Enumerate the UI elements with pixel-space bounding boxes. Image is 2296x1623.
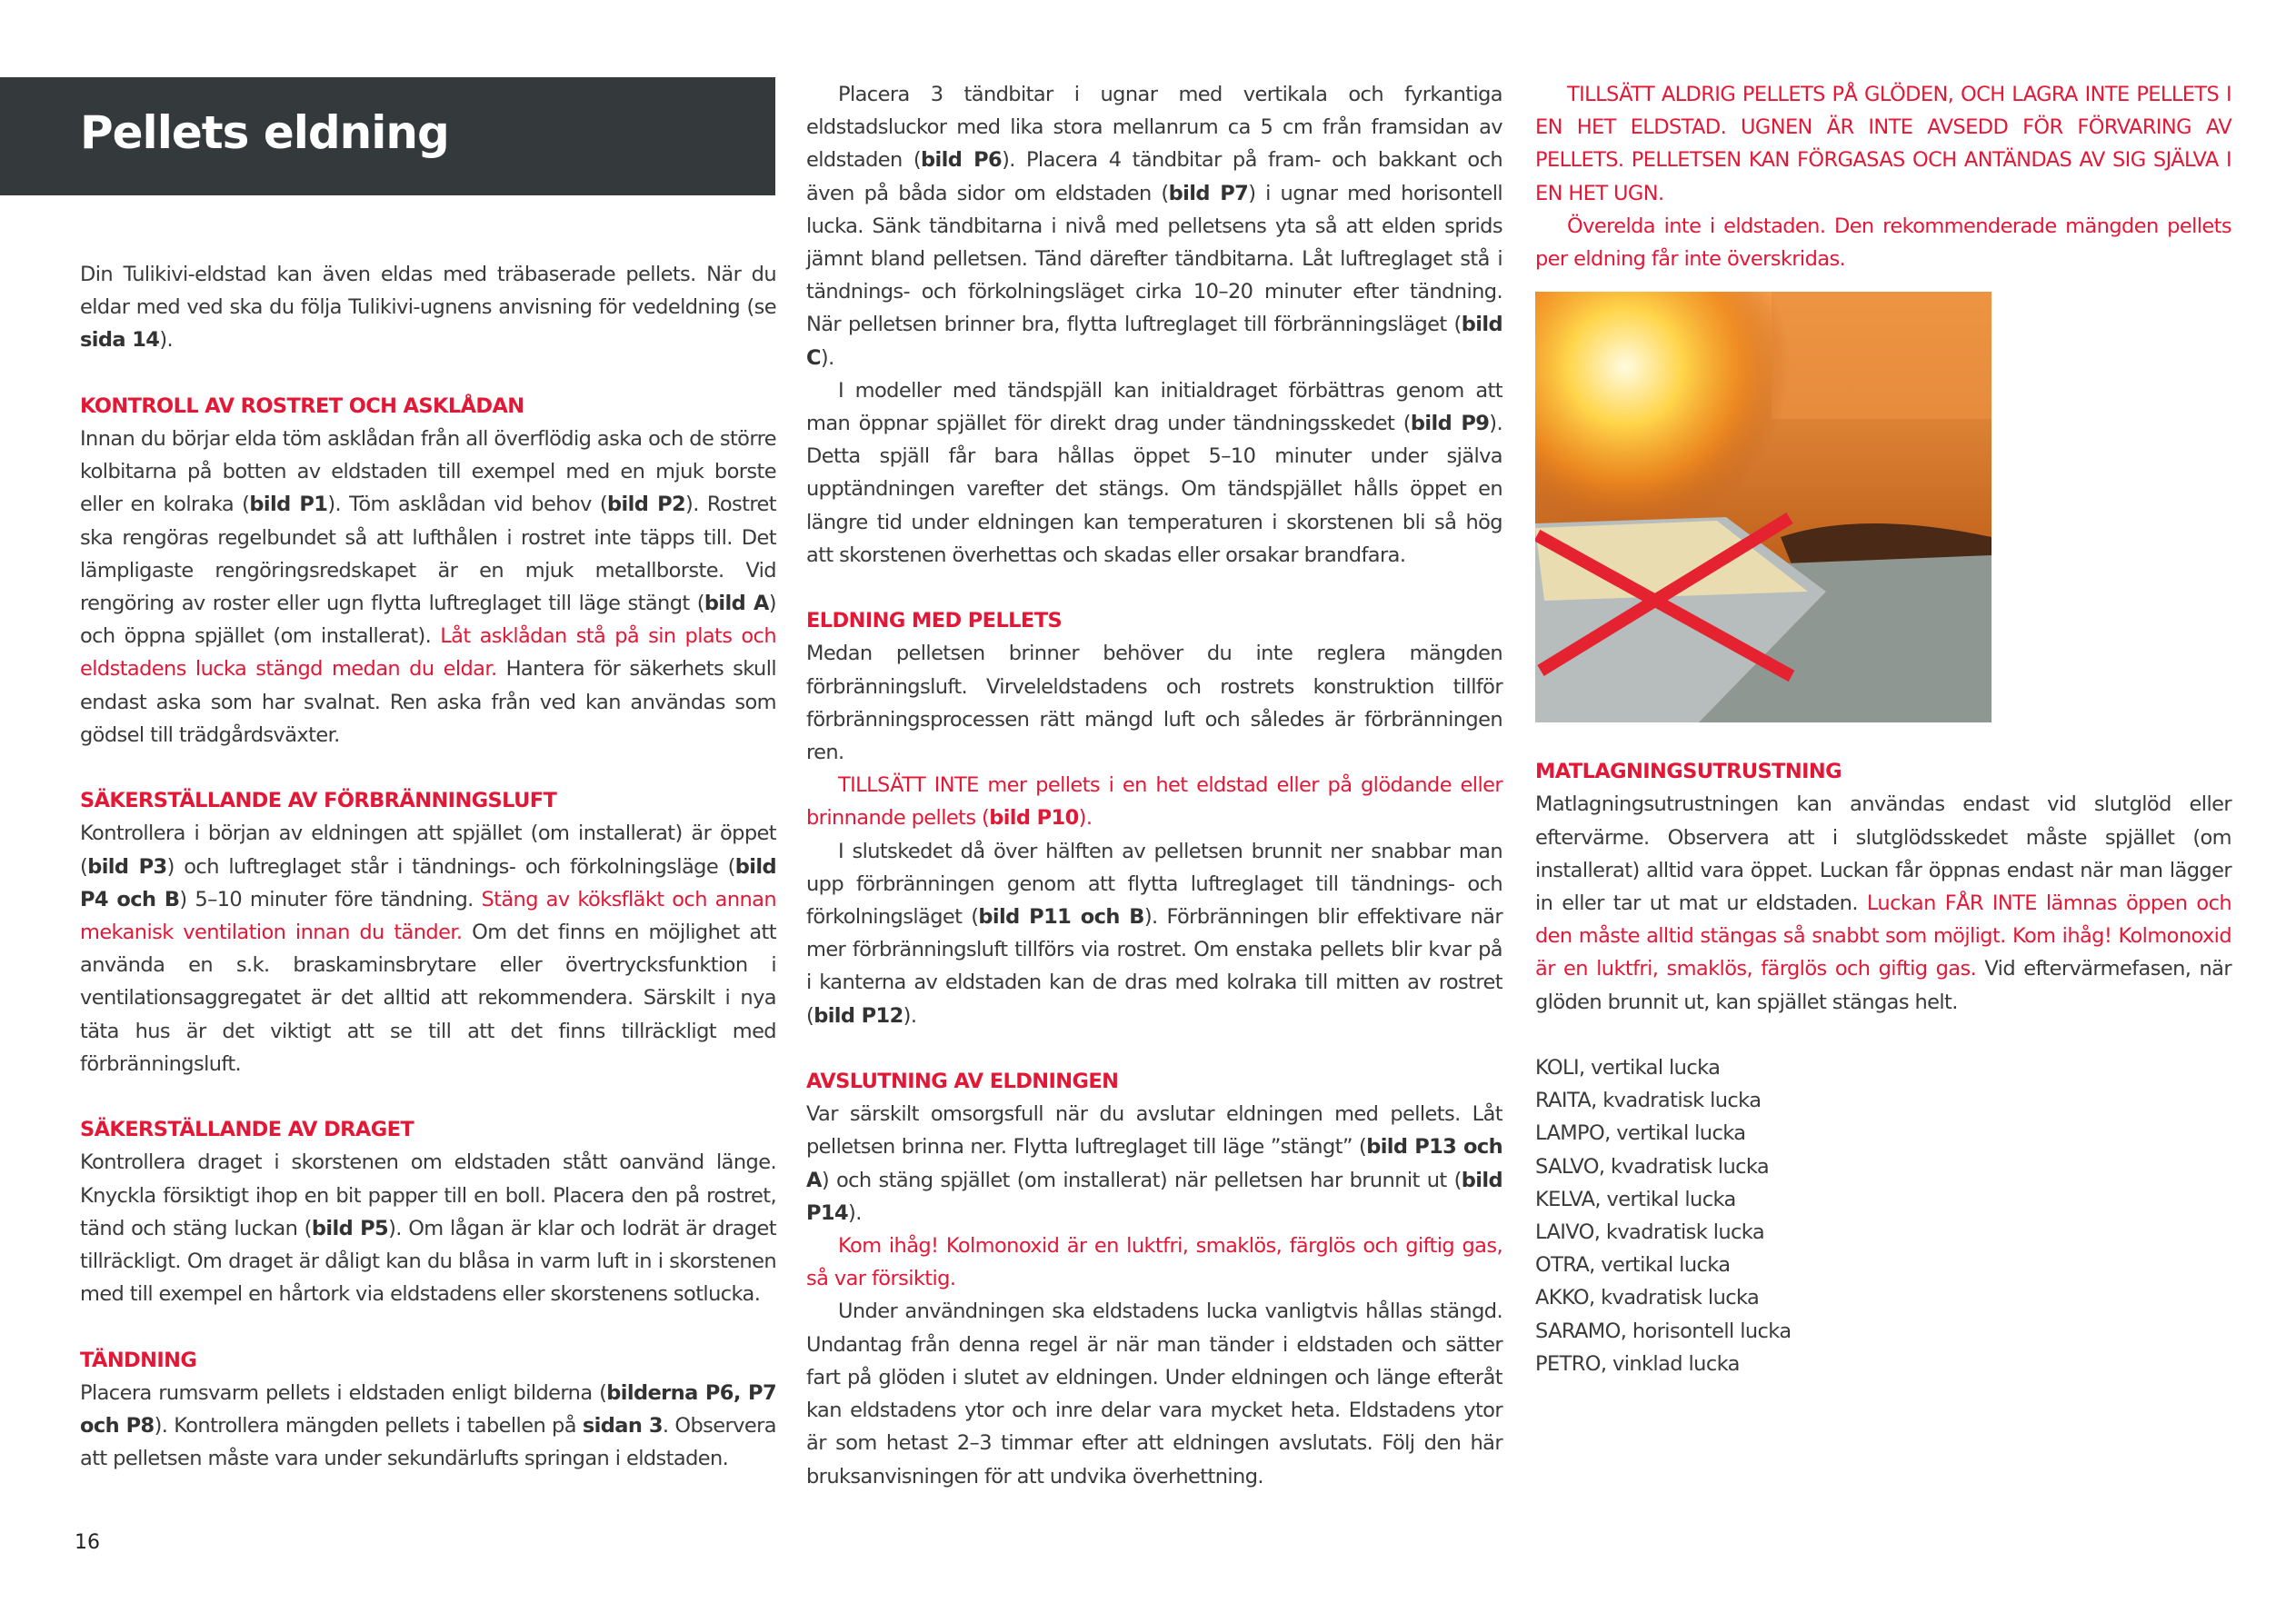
section-text-combustion-air: Kontrollera i början av eldningen att spjället (om installerat) är öppet (bild P3) och luftreglaget står i tändnings- och förkolningsläge (bild P4 och B) 5–10 minuter före tändning. Stäng av köksfläkt och annan mekanisk ventilation innan du tänder. Om det finns en möjlighet att använda en s.k. braskaminsbrytare eller övertrycksfunktion i ventilationsaggregatet är det alltid att rekommendera. Särskilt i nya täta hus är det viktigt att se till att det finns tillräckligt med förbränningsluft. <box>80 821 777 1076</box>
left-column <box>80 258 776 1475</box>
warning-text: Kom ihåg! Kolmonoxid är en luktfri, smaklös, färglös och giftig gas, så var försiktig. <box>806 1234 1502 1291</box>
section-text-ignition: Placera rumsvarm pellets i eldstaden enligt bilderna (bilderna P6, P7 och P8). Kontrollera mängden pellets i tabellen på sidan 3. Observera att pelletsen måste vara under sekundärlufts springan i eldstaden. <box>80 1380 776 1471</box>
list-item: LAMPO, vertikal lucka <box>1535 1121 1746 1146</box>
title-bar <box>0 77 775 195</box>
middle-column <box>806 78 1502 1493</box>
list-item: KOLI, vertikal lucka <box>1535 1056 1721 1080</box>
section-text-burning-pellets: Medan pelletsen brinner behöver du inte reglera mängden förbränningsluft. Virveleldstadens och rostrets konstruktion tillför förbränningsprocessen rätt mängd luft och således är förbränningen ren. <box>806 642 1502 765</box>
list-item: SARAMO, horisontell lucka <box>1535 1319 1792 1343</box>
list-item: KELVA, vertikal lucka <box>1535 1187 1736 1211</box>
section-text-ending-firing: Var särskilt omsorgsfull när du avslutar eldningen med pellets. Låt pelletsen brinna ner. Flytta luftreglaget till läge ”stängt” (bild P13 och A) och stäng spjället (om installerat) när pelletsen har brunnit ut (bild P14). <box>806 1102 1502 1225</box>
warning-uppercase: TILLSÄTT ALDRIG PELLETS PÅ GLÖDEN, OCH LAGRA INTE PELLETS I EN HET ELDSTAD. UGNEN ÄR INTE AVSEDD FÖR FÖRVARING AV PELLETS. PELLETSEN KAN FÖRGASAS OCH ANTÄNDAS AV SIG SJÄLVA I EN HET UGN. <box>1535 83 2231 205</box>
model-list <box>1535 1051 2231 1380</box>
paragraph-final-stage: I slutskedet då över hälften av pelletsen brunnit ner snabbar man upp förbränningen genom att flytta luftreglaget till tändnings- och förkolningsläget (bild P11 och B). Förbränningen blir effektivare när mer förbränningsluft tillförs via rostret. Om enstaka pellets blir kvar på i kanterna av eldstaden kan de dras med kolraka till mitten av rostret (bild P12). <box>806 839 1502 1028</box>
page-number: 16 <box>75 1531 100 1554</box>
section-heading-draught: SÄKERSTÄLLANDE AV DRAGET <box>80 1118 414 1142</box>
warning-text: Låt asklådan stå på sin plats och eldstadens lucka stängd medan du eldar. <box>80 624 776 682</box>
section-text-draught: Kontrollera draget i skorstenen om eldstaden stått oanvänd länge. Knyckla försiktigt ihop en bit papper till en boll. Placera den på rostret, tänd och stäng luckan (bild P5). Om lågan är klar och lodrät är draget tillräckligt. Om draget är dåligt kan du blåsa in varm luft in i skorstenen med till exempel en hårtork via eldstadens eller skorstenens sotlucka. <box>80 1150 776 1307</box>
list-item: RAITA, kvadratisk lucka <box>1535 1089 1762 1113</box>
section-text-grate-ashpan: Innan du börjar elda töm asklådan från all överflödig aska och de större kolbitarna på botten av eldstaden till exempel med en mjuk borste eller en kolraka (bild P1). Töm asklådan vid behov (bild P2). Rostret ska rengöras regelbundet så att lufthålen i rostret inte täpps till. Det lämpligaste rengöringsredskapet är en mjuk metallborste. Vid rengöring av roster eller ugn flytta luftreglaget till läge stängt (bild A) och öppna spjället (om installerat). Låt asklådan stå på sin plats och eldstadens lucka stängd medan du eldar. Hantera för säkerhets skull endast aska som har svalnat. Ren aska från ved kan användas som gödsel till trädgårdsväxter. <box>80 427 777 747</box>
paragraph-kindling: Placera 3 tändbitar i ugnar med vertikala och fyrkantiga eldstadsluckor med lika stora mellanrum ca 5 cm från framsidan av eldstaden (bild P6). Placera 4 tändbitar på fram- och bakkant och även på båda sidor om eldstaden (bild P7) i ugnar med horisontell lucka. Sänk tändbitarna i nivå med pelletsens yta så att elden sprids jämnt bland pelletsen. Tänd därefter tändbitarna. Låt luftreglaget stå i tändnings- och förkolningsläget cirka 10–20 minuter efter tändning. När pelletsen brinner bra, flytta luftreglaget till förbränningsläget (bild C). <box>806 83 1503 370</box>
section-heading-ending-firing: AVSLUTNING AV ELDNINGEN <box>806 1070 1119 1094</box>
list-item: LAIVO, kvadratisk lucka <box>1535 1220 1765 1245</box>
warning-overfiring: Överelda inte i eldstaden. Den rekommenderade mängden pellets per eldning får inte överskridas. <box>1535 214 2231 272</box>
page-title: Pellets eldning <box>80 106 449 159</box>
warning-text: Stäng av köksfläkt och annan mekanisk ventilation innan du tänder. <box>80 887 776 945</box>
warning-text: Luckan FÅR INTE lämnas öppen och den måste alltid stängas så snabbt som möjligt. Kom ihåg! Kolmonoxid är en luktfri, smaklös, färglös och giftig gas. <box>1535 891 2232 981</box>
list-item: AKKO, kvadratisk lucka <box>1535 1286 1760 1310</box>
paragraph-ignition-damper: I modeller med tändspjäll kan initialdraget förbättras genom att man öppnar spjället för direkt drag under tändningsskedet (bild P9). Detta spjäll får bara hållas öppet 5–10 minuter under själva upptändningen varefter det stängs. Om tändspjället hålls öppet en längre tid under eldningen kan temperaturen i skorstenen bli så hög att skorstenen överhettas och skadas eller orsakar brandfara. <box>806 378 1502 567</box>
photo-illustration <box>1535 292 1992 722</box>
paragraph-door-closed: Under användningen ska eldstadens lucka vanligtvis hållas stängd. Undantag från denna regel är när man tänder i eldstaden och sätter fart på glöden i slutet av eldningen. Under eldningen och länge efteråt kan eldstadens ytor och inre delar vara mycket heta. Eldstadens ytor är som hetast 2–3 timmar efter att eldningen avslutats. Följ den här bruksanvisningen för att undvika överhettning. <box>806 1299 1502 1489</box>
list-item: OTRA, vertikal lucka <box>1535 1253 1731 1278</box>
section-heading-cooking-equipment: MATLAGNINGSUTRUSTNING <box>1535 760 1842 784</box>
right-column <box>1535 78 2231 1380</box>
intro-paragraph: Din Tulikivi-eldstad kan även eldas med träbaserade pellets. När du eldar med ved ska du följa Tulikivi-ugnens anvisning för vedeldning (se sida 14). <box>80 263 776 353</box>
section-heading-ignition: TÄNDNING <box>80 1348 197 1372</box>
section-heading-grate-ashpan: KONTROLL AV ROSTRET OCH ASKLÅDAN <box>80 393 524 418</box>
section-heading-combustion-air: SÄKERSTÄLLANDE AV FÖRBRÄNNINGSLUFT <box>80 789 557 813</box>
section-heading-burning-pellets: ELDNING MED PELLETS <box>806 609 1063 633</box>
list-item: PETRO, vinklad lucka <box>1535 1351 1740 1376</box>
section-text-cooking-equipment: Matlagningsutrustningen kan användas endast vid slutglöd eller eftervärme. Observera att i slutglödsskedet måste spjället (om installerat) alltid vara öppet. Luckan får öppnas endast när man lägger in eller tar ut mat ur eldstaden. Luckan FÅR INTE lämnas öppen och den måste alltid stängas så snabbt som möjligt. Kom ihåg! Kolmonoxid är en luktfri, smaklös, färglös och giftig gas. Vid eftervärmefasen, när glöden brunnit ut, kan spjället stängas helt. <box>1535 792 2232 1014</box>
warning-text: TILLSÄTT INTE mer pellets i en het eldstad eller på glödande eller brinnande pellets (bild P10). <box>806 773 1502 831</box>
pellets-fire-photo <box>1535 292 1992 722</box>
list-item: SALVO, kvadratisk lucka <box>1535 1154 1770 1179</box>
